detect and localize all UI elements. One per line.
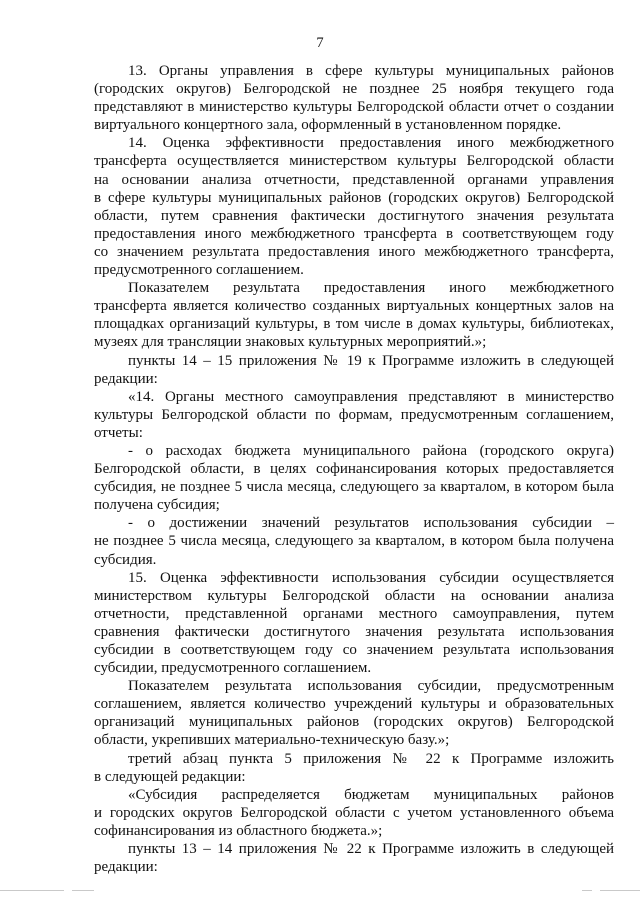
paragraph <box>94 279 614 351</box>
paragraph-line: площадках организаций культуры, в том числе в домах культуры, библиотеках, <box>94 316 614 333</box>
paragraph-line: в сфере культуры муниципальных районов (городских округов) Белгородской <box>94 189 614 206</box>
paragraph-line: Белгородской области, в целях софинансирования которых предоставляется <box>94 461 614 478</box>
paragraph-line: виртуального концертного зала, оформленный в установленном порядке. <box>94 117 562 134</box>
paragraph-line: области, путем сравнения фактически достигнутого значения результата <box>94 207 614 224</box>
paragraph-line: организаций муниципальных районов (городских округов) Белгородской <box>94 714 614 731</box>
paragraph <box>94 840 614 876</box>
paragraph-line: (городских округов) Белгородской не позднее 25 ноября текущего года <box>94 81 614 98</box>
footer-mark <box>582 890 592 891</box>
paragraph <box>94 786 614 840</box>
paragraph <box>94 134 614 279</box>
paragraph <box>94 677 614 749</box>
paragraph-line: предусмотренного соглашением. <box>94 262 304 279</box>
paragraph-line: субсидия. <box>94 551 157 568</box>
paragraph-line: редакции: <box>94 370 158 387</box>
paragraph-line: трансферта является количество созданных виртуальных концертных залов на <box>94 298 614 315</box>
paragraph <box>94 442 614 514</box>
paragraph-line: области, укрепивших материально-техническую базу.»; <box>94 732 450 749</box>
paragraph-line: «14. Органы местного самоуправления представляют в министерство <box>128 388 614 405</box>
paragraph-line: пункты 14 – 15 приложения № 19 к Программе изложить в следующей <box>128 352 614 369</box>
paragraph-line: предоставления иного межбюджетного трансферта в соответствующем году <box>94 225 614 242</box>
paragraph-line: представляют в министерство культуры Белгородской области отчет о создании <box>94 99 614 116</box>
paragraph-line: в следующей редакции: <box>94 768 246 785</box>
paragraph-line: субсидии, предусмотренного соглашением. <box>94 660 372 677</box>
paragraph-line: соглашением, является количество учреждений культуры и образовательных <box>94 696 614 713</box>
paragraph-line: Показателем результата предоставления иного межбюджетного <box>128 280 614 297</box>
footer-mark <box>0 890 64 891</box>
paragraph-line: пункты 13 – 14 приложения № 22 к Программе изложить в следующей <box>128 841 614 858</box>
paragraph-line: на основании анализа отчетности, представленной органами управления <box>94 171 614 188</box>
paragraph-line: 13. Органы управления в сфере культуры муниципальных районов <box>128 63 614 79</box>
paragraph-line: третий абзац пункта 5 приложения № 22 к Программе изложить <box>128 750 614 767</box>
paragraph-line: 14. Оценка эффективности предоставления иного межбюджетного <box>128 135 614 152</box>
paragraph-line: культуры Белгородской области по формам, предусмотренным соглашением, <box>94 406 614 423</box>
paragraph-line: редакции: <box>94 859 158 876</box>
footer-mark <box>600 890 640 891</box>
paragraph <box>94 569 614 678</box>
paragraph <box>94 514 614 568</box>
paragraph <box>94 62 614 134</box>
page-number: 7 <box>316 35 324 51</box>
paragraph-line: 15. Оценка эффективности использования субсидии осуществляется <box>128 569 614 586</box>
paragraph-line: министерством культуры Белгородской области на основании анализа <box>94 587 614 604</box>
paragraph-line: отчетности, представленной органами местного самоуправления, путем <box>94 605 614 622</box>
paragraph-line: отчеты: <box>94 424 143 441</box>
paragraph-line: - о расходах бюджета муниципального района (городского округа) <box>128 442 614 459</box>
paragraph-line: не позднее 5 числа месяца, следующего за кварталом, в котором была получена <box>94 533 614 550</box>
paragraph-line: трансферта осуществляется министерством культуры Белгородской области <box>94 153 614 170</box>
paragraph <box>94 352 614 388</box>
footer-scan-marks <box>0 888 640 894</box>
paragraph-line: субсидии в соответствующем году со значением результата использования <box>94 642 614 658</box>
paragraph-line: и городских округов Белгородской области с учетом установленного объема <box>94 804 614 821</box>
paragraph <box>94 388 614 442</box>
paragraph-line: субсидия, не позднее 5 числа месяца, следующего за кварталом, в котором была <box>94 479 614 496</box>
paragraph <box>94 750 614 786</box>
paragraph-line: Показателем результата использования субсидии, предусмотренным <box>128 678 614 695</box>
paragraph-line: музеях для трансляции знаковых культурных мероприятий.»; <box>94 334 487 351</box>
paragraph-line: - о достижении значений результатов использования субсидии – <box>128 515 614 532</box>
paragraph-line: со значением результата предоставления иного межбюджетного трансферта, <box>94 243 614 260</box>
paragraph-line: получена субсидия; <box>94 497 220 514</box>
paragraph-line: «Субсидия распределяется бюджетам муниципальных районов <box>128 786 614 803</box>
paragraph-line: софинансирования из областного бюджета.»; <box>94 822 383 839</box>
document-body <box>94 62 614 876</box>
footer-mark <box>72 890 94 891</box>
paragraph-line: сравнения фактически достигнутого значения результата использования <box>94 623 614 640</box>
